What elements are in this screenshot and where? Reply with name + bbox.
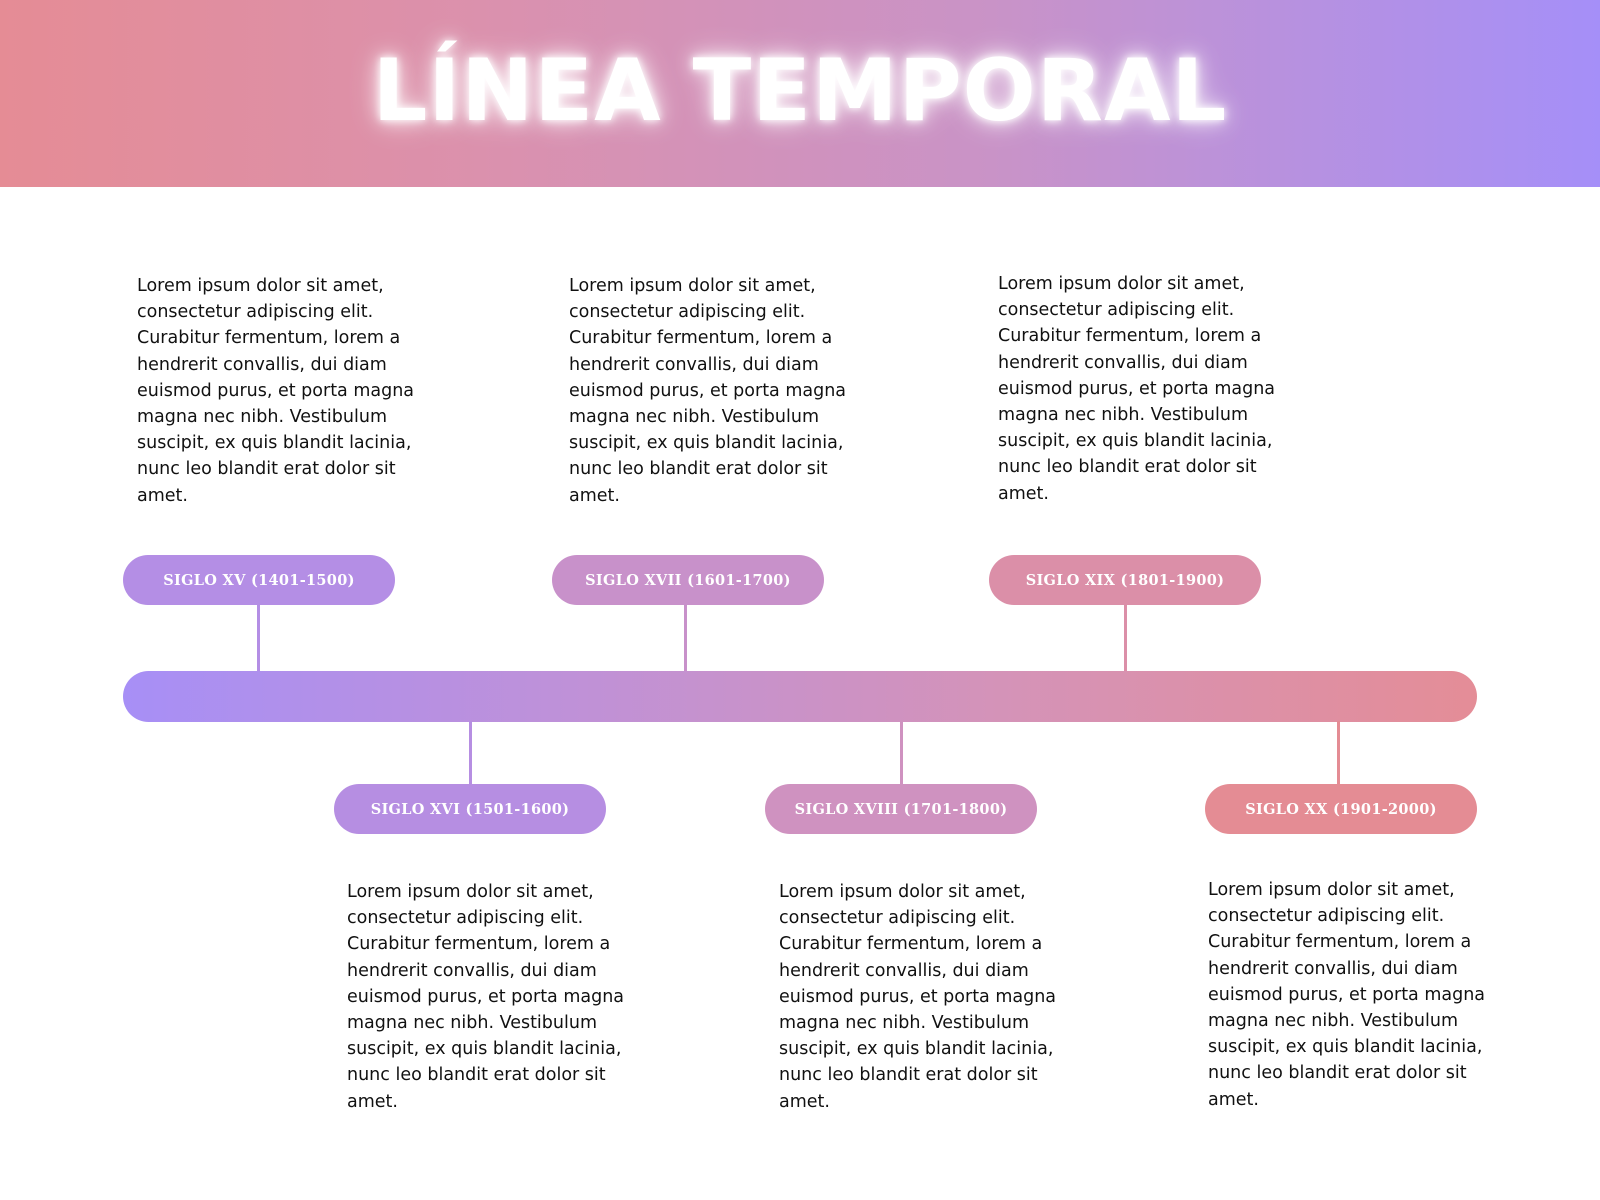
- event-description-siglo-xvii: Lorem ipsum dolor sit amet, consectetur adipiscing elit. Curabitur fermentum, lorem a hendrerit convallis, dui diam euismod purus, et porta magna magna nec nibh. Vestibulum suscipit, ex quis blandit lacinia, nunc leo blandit erat dolor sit amet.: [569, 276, 847, 506]
- event-label-siglo-xv: SIGLO XV (1401-1500): [123, 555, 395, 605]
- event-description-siglo-xv: Lorem ipsum dolor sit amet, consectetur adipiscing elit. Curabitur fermentum, lorem a hendrerit convallis, dui diam euismod purus, et porta magna magna nec nibh. Vestibulum suscipit, ex quis blandit lacinia, nunc leo blandit erat dolor sit amet.: [137, 276, 415, 506]
- page-title: LÍNEA TEMPORAL: [372, 41, 1228, 141]
- timeline-bar: [123, 671, 1477, 722]
- header-banner: [0, 0, 1600, 187]
- connector-siglo-xviii: [900, 721, 903, 785]
- event-label-siglo-xvi: SIGLO XVI (1501-1600): [334, 784, 606, 834]
- event-description-siglo-xix: Lorem ipsum dolor sit amet, consectetur adipiscing elit. Curabitur fermentum, lorem a hendrerit convallis, dui diam euismod purus, et porta magna magna nec nibh. Vestibulum suscipit, ex quis blandit lacinia, nunc leo blandit erat dolor sit amet.: [998, 274, 1276, 504]
- event-description-siglo-xx: Lorem ipsum dolor sit amet, consectetur adipiscing elit. Curabitur fermentum, lorem a hendrerit convallis, dui diam euismod purus, et porta magna magna nec nibh. Vestibulum suscipit, ex quis blandit lacinia, nunc leo blandit erat dolor sit amet.: [1208, 880, 1486, 1110]
- connector-siglo-xvi: [469, 721, 472, 785]
- event-label-siglo-xviii: SIGLO XVIII (1701-1800): [765, 784, 1037, 834]
- event-description-siglo-xviii: Lorem ipsum dolor sit amet, consectetur adipiscing elit. Curabitur fermentum, lorem a hendrerit convallis, dui diam euismod purus, et porta magna magna nec nibh. Vestibulum suscipit, ex quis blandit lacinia, nunc leo blandit erat dolor sit amet.: [779, 882, 1057, 1112]
- connector-siglo-xix: [1124, 604, 1127, 672]
- connector-siglo-xx: [1337, 721, 1340, 785]
- event-label-siglo-xix: SIGLO XIX (1801-1900): [989, 555, 1261, 605]
- event-label-siglo-xvii: SIGLO XVII (1601-1700): [552, 555, 824, 605]
- event-description-siglo-xvi: Lorem ipsum dolor sit amet, consectetur adipiscing elit. Curabitur fermentum, lorem a hendrerit convallis, dui diam euismod purus, et porta magna magna nec nibh. Vestibulum suscipit, ex quis blandit lacinia, nunc leo blandit erat dolor sit amet.: [347, 882, 625, 1112]
- connector-siglo-xv: [257, 604, 260, 672]
- connector-siglo-xvii: [684, 604, 687, 672]
- event-label-siglo-xx: SIGLO XX (1901-2000): [1205, 784, 1477, 834]
